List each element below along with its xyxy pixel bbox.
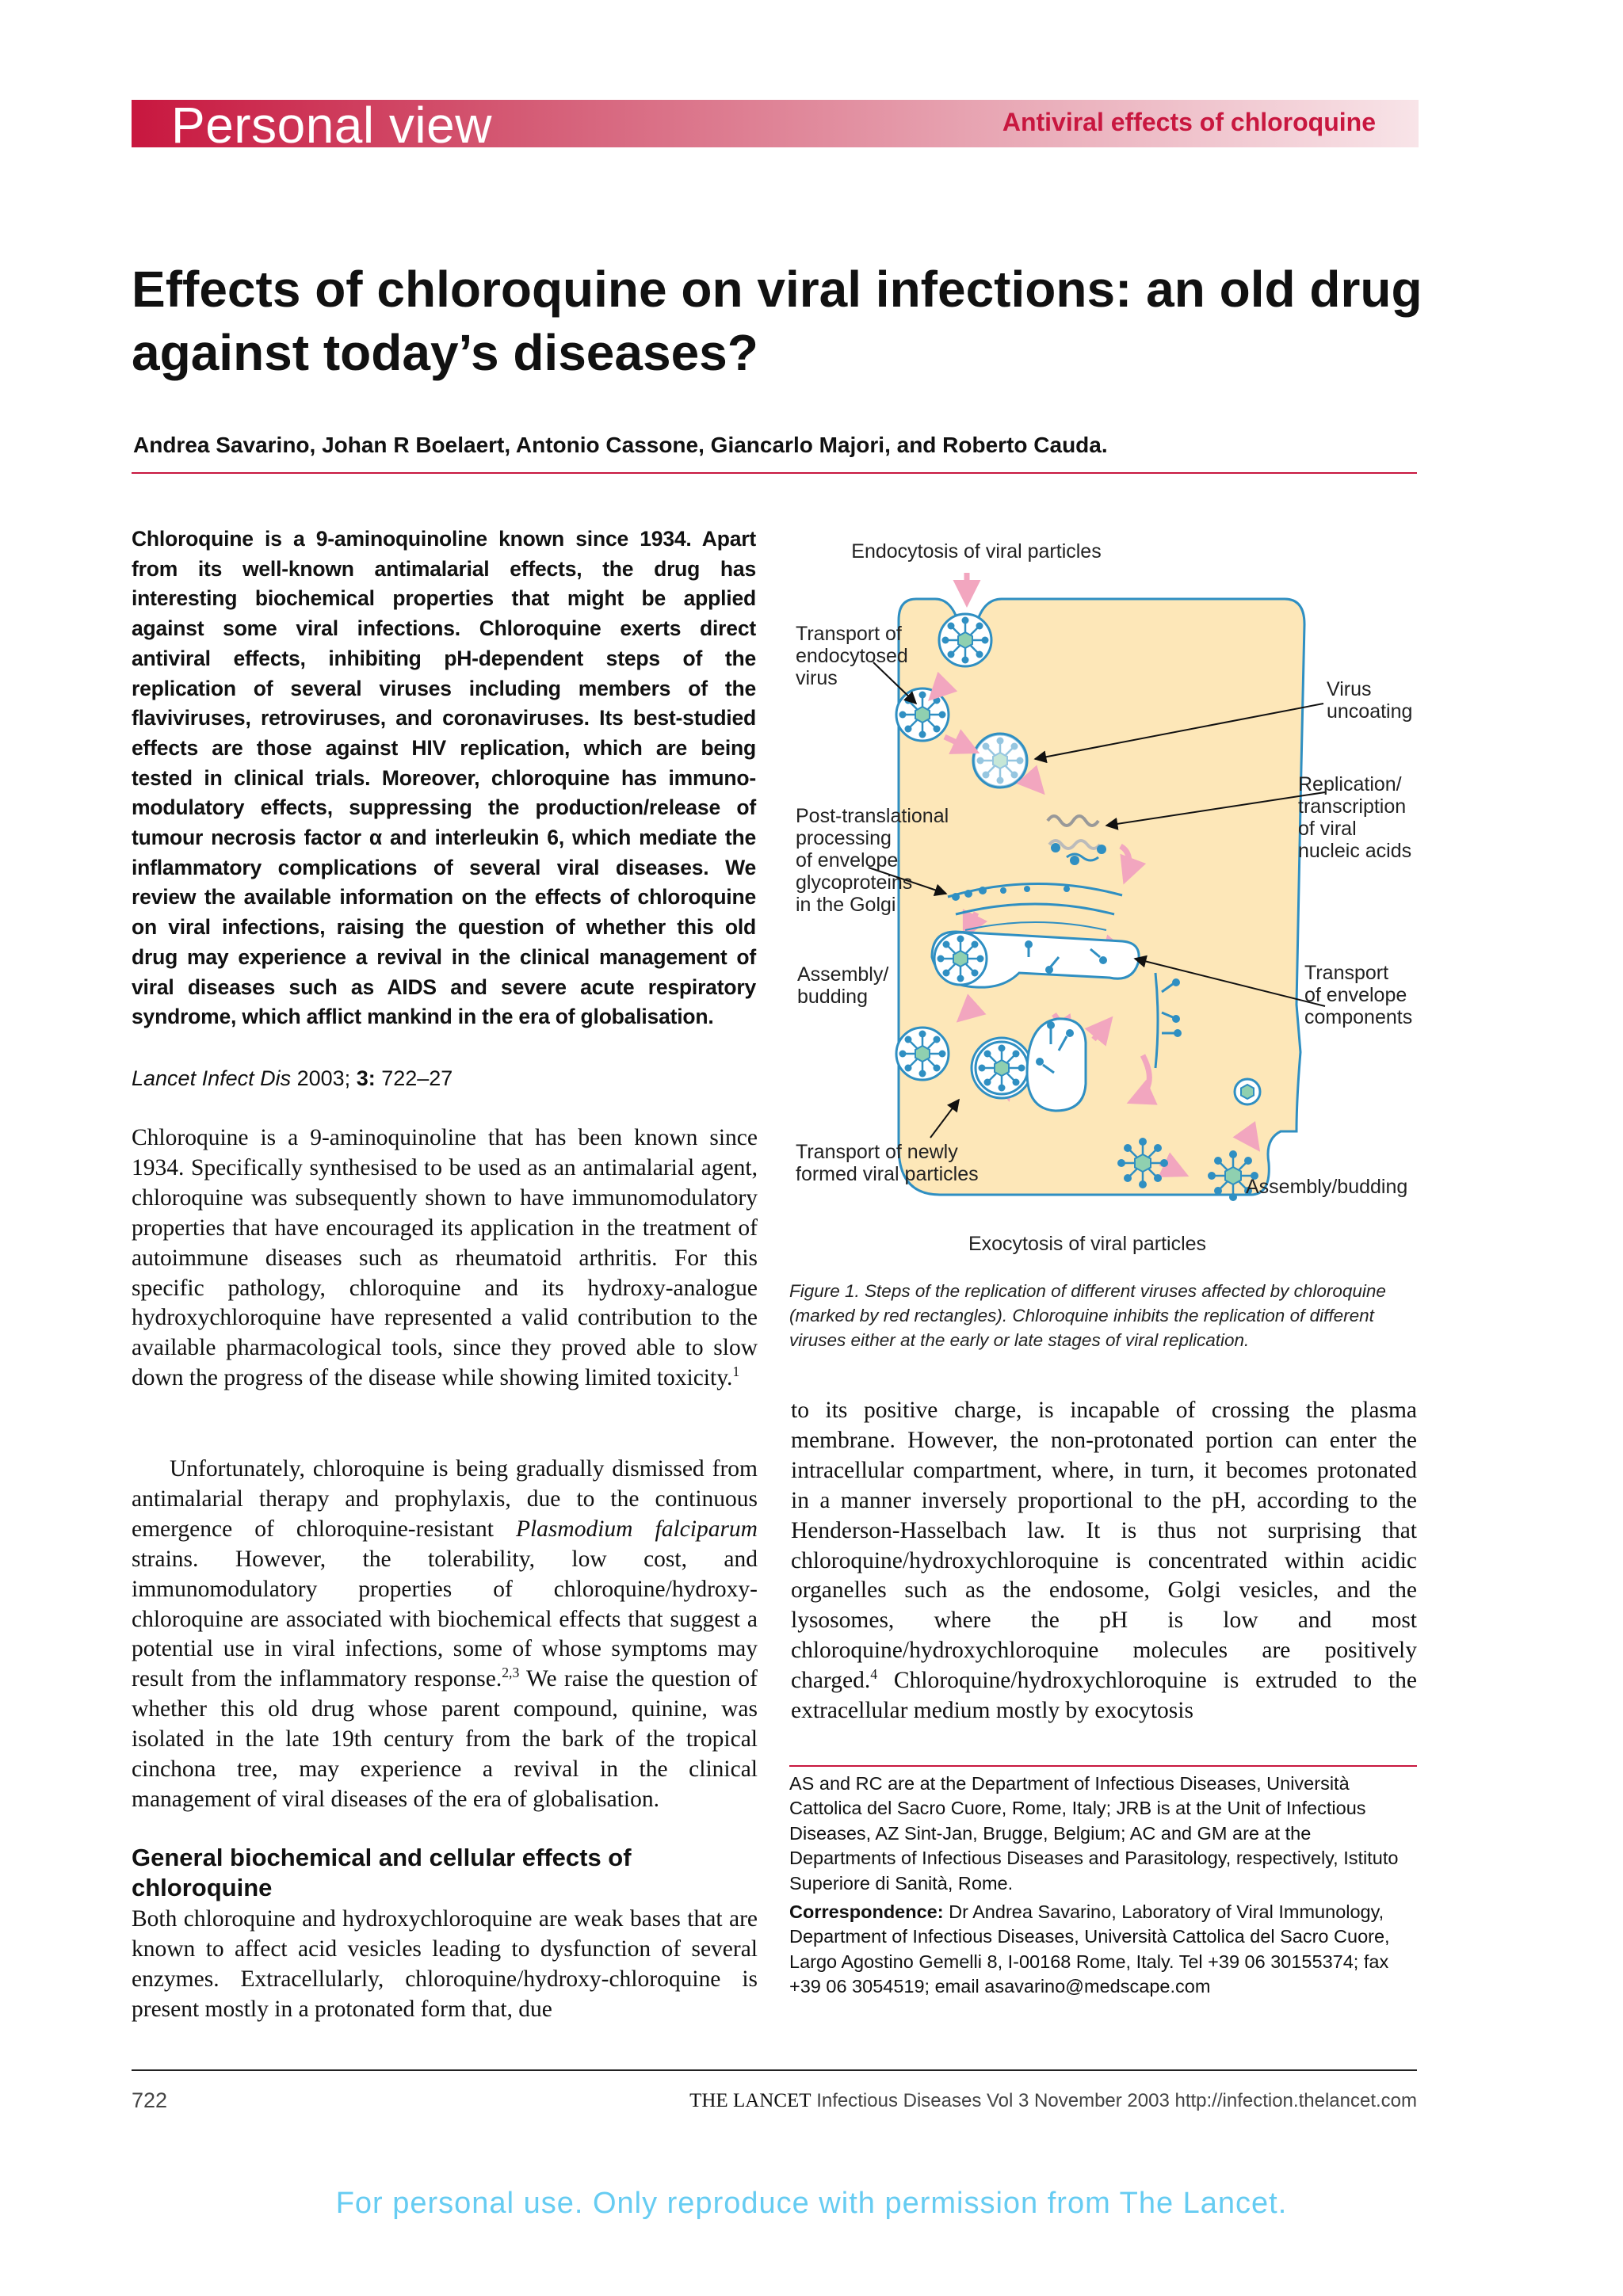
section-subheading: General biochemical and cellular effects of chloroquine	[132, 1844, 632, 1901]
correspondence-text: Dr Andrea Savarino, Laboratory of Viral Immunology, Department of Infectious Diseases, Università Cattolica del Sacro Cuore, Largo Agostino Gemelli 8, I-00168 Rome, Italy. Tel +39 06 30155374; fax +39 06 3054519; email asavarino@medscape.com	[789, 1901, 1390, 1997]
label-exocytosis: Exocytosis of viral particles	[968, 1233, 1207, 1255]
usage-watermark: For personal use. Only reproduce with permission from The Lancet.	[335, 2187, 1288, 2220]
label-post-translational: of envelope	[796, 849, 899, 871]
author-rule	[132, 472, 1417, 474]
reference-marker: 2,3	[502, 1665, 520, 1681]
citation-year: 2003;	[291, 1066, 357, 1090]
correspondence-label: Correspondence:	[789, 1901, 944, 1922]
paragraph-text: Both chloroquine and hydroxychloroquine are weak bases that are known to affect acid vesicles leading to dysfunction of several enzymes. Extracellularly, chloroquine/hydroxy-chloroquine is present mostly in a protonated form that, due	[132, 1906, 758, 2022]
label-transport-endocytosed: Transport of	[796, 623, 902, 645]
citation-volume: 3:	[356, 1066, 376, 1090]
paragraph-text: Chloroquine is a 9-aminoquinoline that has been known since 1934. Specifically synthesised to be used as an antimalarial agent, chloroquine was subsequently shown to have immunomodulatory properties that have encouraged its application in the treatment of autoimmune diseases such as rheumatoid arthritis. For this specific pathology, chloroquine and its hydroxy-analogue hydroxychloroquine have represented a valid contribution to the available pharmacological tools, since they proved able to slow down the progress of the disease while showing limited toxicity.	[132, 1125, 758, 1391]
label-replication: transcription	[1298, 795, 1407, 818]
author-affiliations: AS and RC are at the Department of Infectious Diseases, Università Cattolica del Sacro Cuore, Rome, Italy; JRB is at the Unit of Infectious Diseases, AZ Sint-Jan, Brugge, Belgium; AC and GM are at the Departments of Infectious Diseases and Parasitology, respectively, Istituto Superiore di Sanità, Rome.	[789, 1773, 1399, 1894]
endocytosed-virion-icon	[939, 614, 991, 666]
label-assembly: Assembly/	[797, 963, 889, 986]
footer-journal-info	[689, 2090, 1417, 2112]
label-envelope-transport: Transport	[1304, 962, 1389, 984]
label-newly-formed: formed viral particles	[796, 1163, 979, 1185]
reference-marker: 4	[870, 1666, 878, 1683]
affiliation-rule	[789, 1765, 1417, 1767]
transported-virion-icon	[896, 688, 949, 741]
label-assembly: budding	[797, 986, 868, 1008]
species-name: Plasmodium falciparum	[515, 1516, 758, 1542]
label-post-translational: processing	[796, 827, 892, 849]
citation-journal: Lancet Infect Dis	[132, 1066, 292, 1090]
label-transport-endocytosed: virus	[796, 667, 838, 689]
label-newly-formed: Transport of newly	[796, 1141, 958, 1163]
paragraph-text: to its positive charge, is incapable of crossing the plasma membrane. However, the non-protonated portion can enter the intracellular compartment, where, in turn, it becomes protonated in a manner inversely proportional to the pH, according to the Henderson-Hasselbach law. It is thus not surprising that chloroquine/hydroxychloroquine is concentrated within acidic organelles such as the endosome, Golgi vesicles, and the lysosomes, where the pH is low and most chloroquine/hydroxychloroquine molecules are positively charged.	[791, 1398, 1417, 1694]
citation	[132, 1066, 453, 1091]
body-paragraph-3	[132, 1905, 758, 2025]
journal-issue: Infectious Diseases Vol 3 November 2003 http://infection.thelancet.com	[811, 2090, 1417, 2111]
figure-1-viral-replication-diagram	[789, 529, 1423, 1266]
citation-pages: 722–27	[375, 1066, 453, 1090]
label-envelope-transport: of envelope	[1304, 984, 1407, 1006]
paragraph-text: Unfortunately, chloroquine is being gradually dismissed from antimalarial therapy and prophylaxis, due to the continuous emergence of chloroquine-resistant	[132, 1456, 758, 1542]
paragraph-text: We raise the question of whether this old drug whose parent compound, quinine, was isolated in the late 19th century from the bark of the tropical cinchona tree, may experience a revival in the clinical management of viral diseases of the era of globalisation.	[132, 1666, 758, 1812]
released-virion-icon	[1117, 1138, 1168, 1188]
label-replication: of viral	[1298, 818, 1357, 840]
body-paragraph-1	[132, 1123, 758, 1394]
reference-marker: 1	[732, 1363, 740, 1380]
journal-brand: THE LANCET	[689, 2090, 812, 2111]
author-list: Andrea Savarino, Johan R Boelaert, Antonio Cassone, Giancarlo Majori, and Roberto Cauda.	[133, 433, 1108, 457]
article-title: Effects of chloroquine on viral infections: an old drug against today’s diseases?	[132, 261, 1423, 381]
label-replication: nucleic acids	[1298, 840, 1412, 862]
label-post-translational: glycoproteins	[796, 871, 913, 894]
label-endocytosis: Endocytosis of viral particles	[851, 540, 1102, 563]
label-transport-endocytosed: endocytosed	[796, 645, 908, 667]
figure-caption: Figure 1. Steps of the replication of different viruses affected by chloroquine (marked by red rectangles). Chloroquine inhibits the replication of different viruses either at the early or late stages of viral replication.	[789, 1281, 1386, 1350]
budding-vesicle	[1027, 1019, 1086, 1111]
correspondence	[789, 1900, 1417, 2000]
paragraph-text: Chloroquine/hydroxychloroquine is extruded to the extracellular medium mostly by exocytosis	[791, 1668, 1417, 1724]
paragraph-text: strains. However, the tolerability, low cost, and immunomodulatory properties of chloroquine/hydroxy-chloroquine are associated with biochemical effects that suggest a potential use in viral infections, some of whose symptoms may result from the inflammatory response.	[132, 1546, 758, 1692]
footer-rule	[132, 2069, 1417, 2071]
label-post-translational: in the Golgi	[796, 894, 896, 916]
label-envelope-transport: components	[1304, 1006, 1413, 1028]
label-uncoating: Virus	[1327, 678, 1372, 700]
label-replication: Replication/	[1298, 773, 1402, 795]
section-label: Personal view	[171, 97, 492, 154]
running-head: Antiviral effects of chloroquine	[1002, 108, 1376, 136]
page-number: 722	[132, 2088, 168, 2112]
body-paragraph-4	[791, 1396, 1417, 1726]
abstract: Chloroquine is a 9-aminoquinoline known since 1934. Apart from its well-known antimalarial effects, the drug has interesting biochemical properties that might be applied against some viral infections. Chloroquine exerts direct antiviral effects, inhibiting pH-dependent steps of the replication of several viruses including members of the flaviviruses, retroviruses, and coronaviruses. Its best-studied effects are those against HIV replication, which are being tested in clinical trials. Moreover, chloroquine has immuno-modulatory effects, suppressing the production/release of tumour necrosis factor α and interleukin 6, which mediate the inflammatory complications of several viral diseases. We review the available information on the effects of chloroquine on viral infections, raising the question of whether this old drug may experience a revival in the clinical management of viral diseases such as AIDS and severe acute respiratory syndrome, which afflict mankind in the era of globalisation.	[132, 527, 756, 1029]
label-post-translational: Post-translational	[796, 805, 949, 827]
label-assembly-budding: Assembly/budding	[1246, 1176, 1408, 1198]
body-paragraph-2	[132, 1455, 758, 1815]
label-uncoating: uncoating	[1327, 700, 1413, 723]
